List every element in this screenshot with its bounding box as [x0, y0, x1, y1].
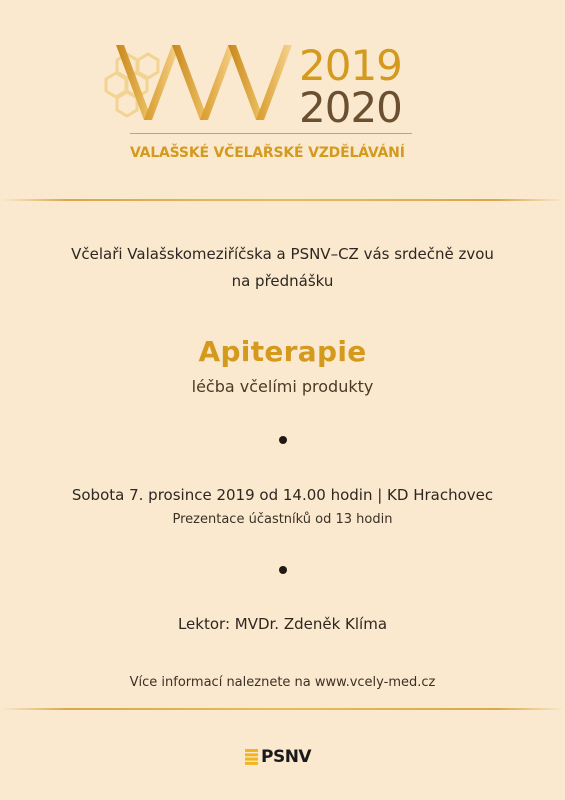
psnv-stripes-icon — [245, 749, 258, 765]
event-registration: Prezentace účastníků od 13 hodin — [172, 512, 393, 527]
logo-caption: VALAŠSKÉ VČELAŘSKÉ VZDĚLÁVÁNÍ — [130, 145, 405, 161]
bullet-separator-icon — [279, 436, 287, 444]
lector: Lektor: MVDr. Zdeněk Klíma — [177, 615, 388, 633]
lecture-subtitle: léčba včelími produkty — [191, 377, 374, 396]
year-bottom: 2020 — [299, 83, 402, 132]
invitation-line-1: Včelaři Valašskomeziříčska a PSNV–CZ vás srdečně zvou — [71, 245, 494, 263]
logo-divider — [130, 133, 412, 134]
lecture-title: Apiterapie — [198, 335, 367, 368]
bullet-separator-icon — [279, 566, 287, 574]
top-gold-separator — [0, 199, 565, 201]
bottom-gold-separator — [0, 708, 565, 710]
footer-org-name: PSNV — [261, 747, 312, 767]
year-top: 2019 — [299, 41, 402, 90]
more-info-link: Více informací naleznete na www.vcely-med.cz — [129, 675, 436, 690]
invitation-text — [0, 241, 565, 295]
header-logo — [0, 0, 565, 190]
event-date-place: Sobota 7. prosince 2019 od 14.00 hodin | KD Hrachovec — [71, 486, 494, 504]
honeycomb-vv-logo-icon — [0, 0, 565, 190]
invitation-line-2: na přednášku — [231, 272, 334, 290]
